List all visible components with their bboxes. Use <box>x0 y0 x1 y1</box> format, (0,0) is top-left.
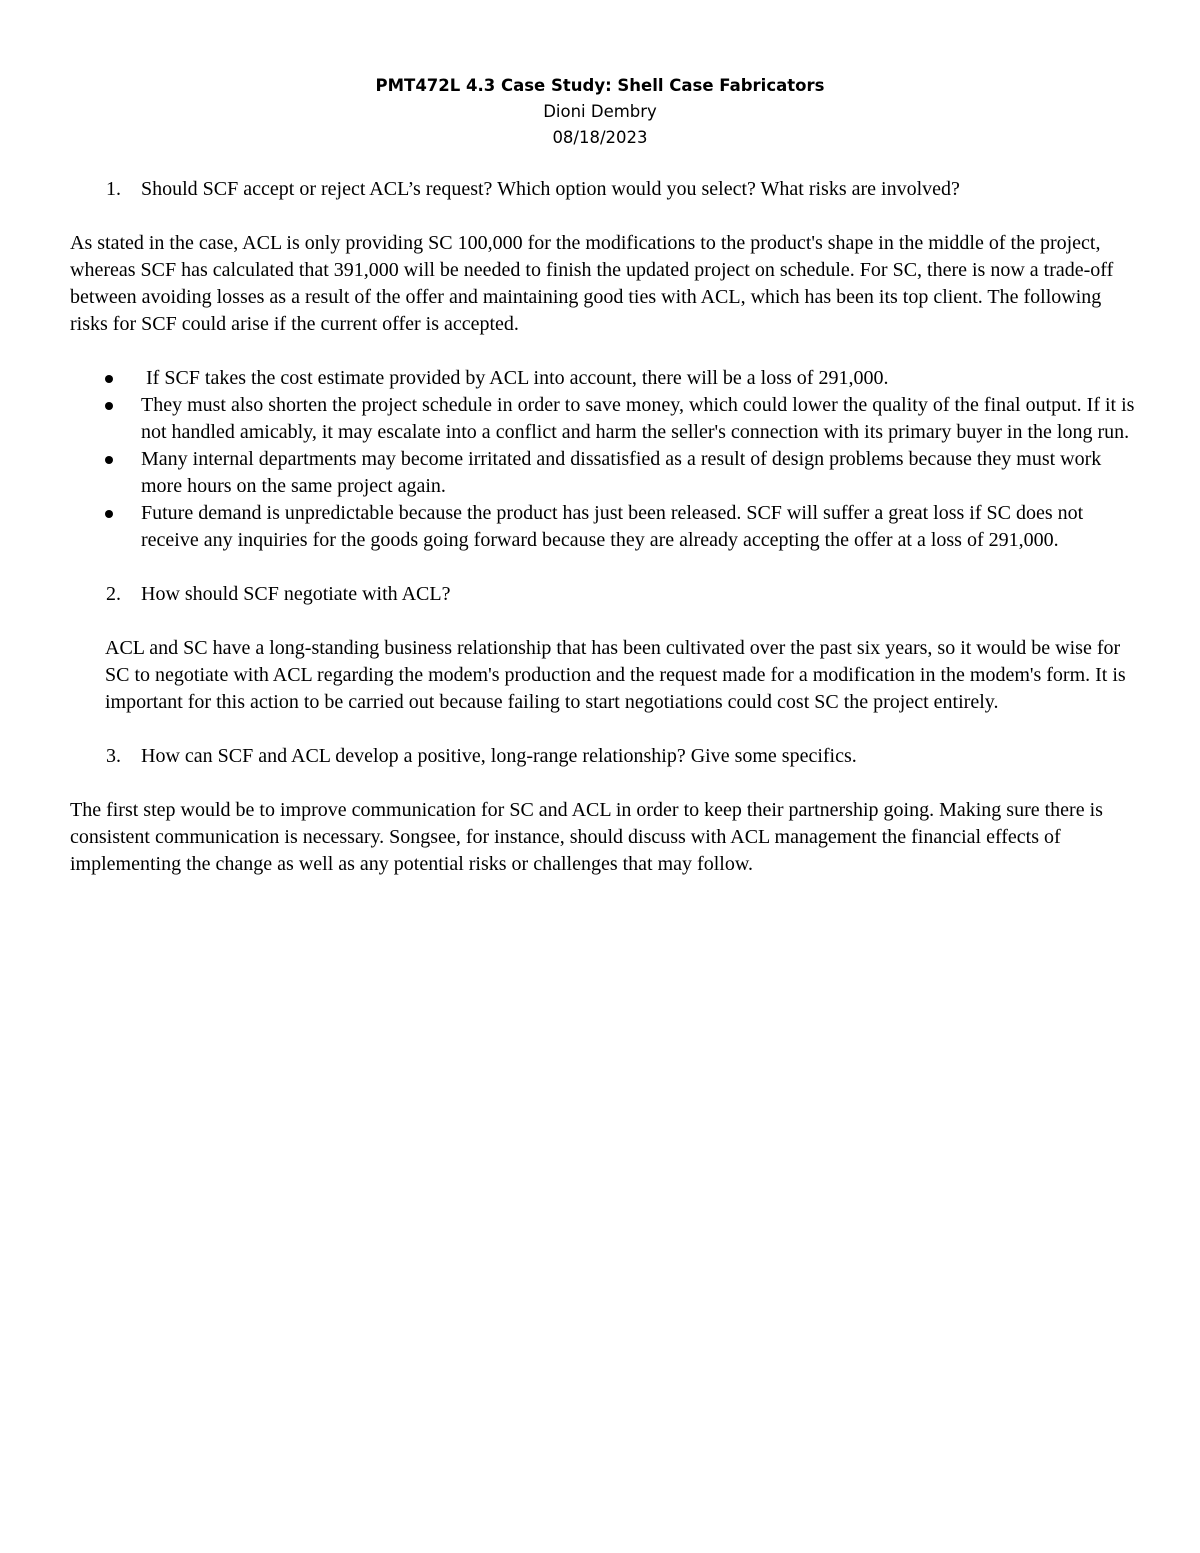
question-text: Should SCF accept or reject ACL’s request? Which option would you select? What risks are involved? <box>141 178 960 200</box>
risk-list <box>70 365 1135 554</box>
list-item-text: Many internal departments may become irritated and dissatisfied as a result of design problems because they must work more hours on the same project again. <box>141 448 1102 497</box>
question-number: 1. <box>106 178 121 200</box>
list-item <box>70 392 1135 446</box>
bullet-icon <box>105 456 113 464</box>
bullet-icon <box>105 510 113 518</box>
answer-3: The first step would be to improve communication for SC and ACL in order to keep their partnership going. Making sure there is consistent communication is necessary. Songsee, for instance, should discuss with ACL management the financial effects of implementing the change as well as any potential risks or challenges that may follow. <box>70 799 1103 875</box>
answer-2: ACL and SC have a long-standing business relationship that has been cultivated over the past six years, so it would be wise for SC to negotiate with ACL regarding the modem's production and the request made for a modification in the modem's form. It is important for this action to be carried out because failing to start negotiations could cost SC the project entirely. <box>105 637 1126 713</box>
list-item-text: If SCF takes the cost estimate provided by ACL into account, there will be a loss of 291,000. <box>141 367 889 389</box>
author-name: Dioni Dembry <box>543 102 657 121</box>
question-text: How should SCF negotiate with ACL? <box>141 583 451 605</box>
bullet-icon <box>105 375 113 383</box>
question-2 <box>70 581 1135 608</box>
document-header <box>0 73 1200 151</box>
document-date: 08/18/2023 <box>552 128 648 147</box>
question-1 <box>70 176 1135 203</box>
question-number: 3. <box>106 745 121 767</box>
list-item-text: They must also shorten the project schedule in order to save money, which could lower the quality of the final output. If it is not handled amicably, it may escalate into a conflict and harm the seller's connection with its primary buyer in the long run. <box>141 394 1135 443</box>
bullet-icon <box>105 402 113 410</box>
document-title: PMT472L 4.3 Case Study: Shell Case Fabricators <box>375 76 825 95</box>
question-3 <box>70 743 1135 770</box>
question-number: 2. <box>106 583 121 605</box>
list-item <box>70 365 1135 392</box>
list-item <box>70 500 1135 554</box>
document-body <box>70 176 1135 878</box>
question-text: How can SCF and ACL develop a positive, long-range relationship? Give some specifics. <box>141 745 857 767</box>
list-item <box>70 446 1135 500</box>
list-item-text: Future demand is unpredictable because the product has just been released. SCF will suffer a great loss if SC does not receive any inquiries for the goods going forward because they are already accepting the offer at a loss of 291,000. <box>141 502 1084 551</box>
answer-1-intro: As stated in the case, ACL is only providing SC 100,000 for the modifications to the product's shape in the middle of the project, whereas SCF has calculated that 391,000 will be needed to finish the updated project on schedule. For SC, there is now a trade-off between avoiding losses as a result of the offer and maintaining good ties with ACL, which has been its top client. The following risks for SCF could arise if the current offer is accepted. <box>70 232 1114 335</box>
